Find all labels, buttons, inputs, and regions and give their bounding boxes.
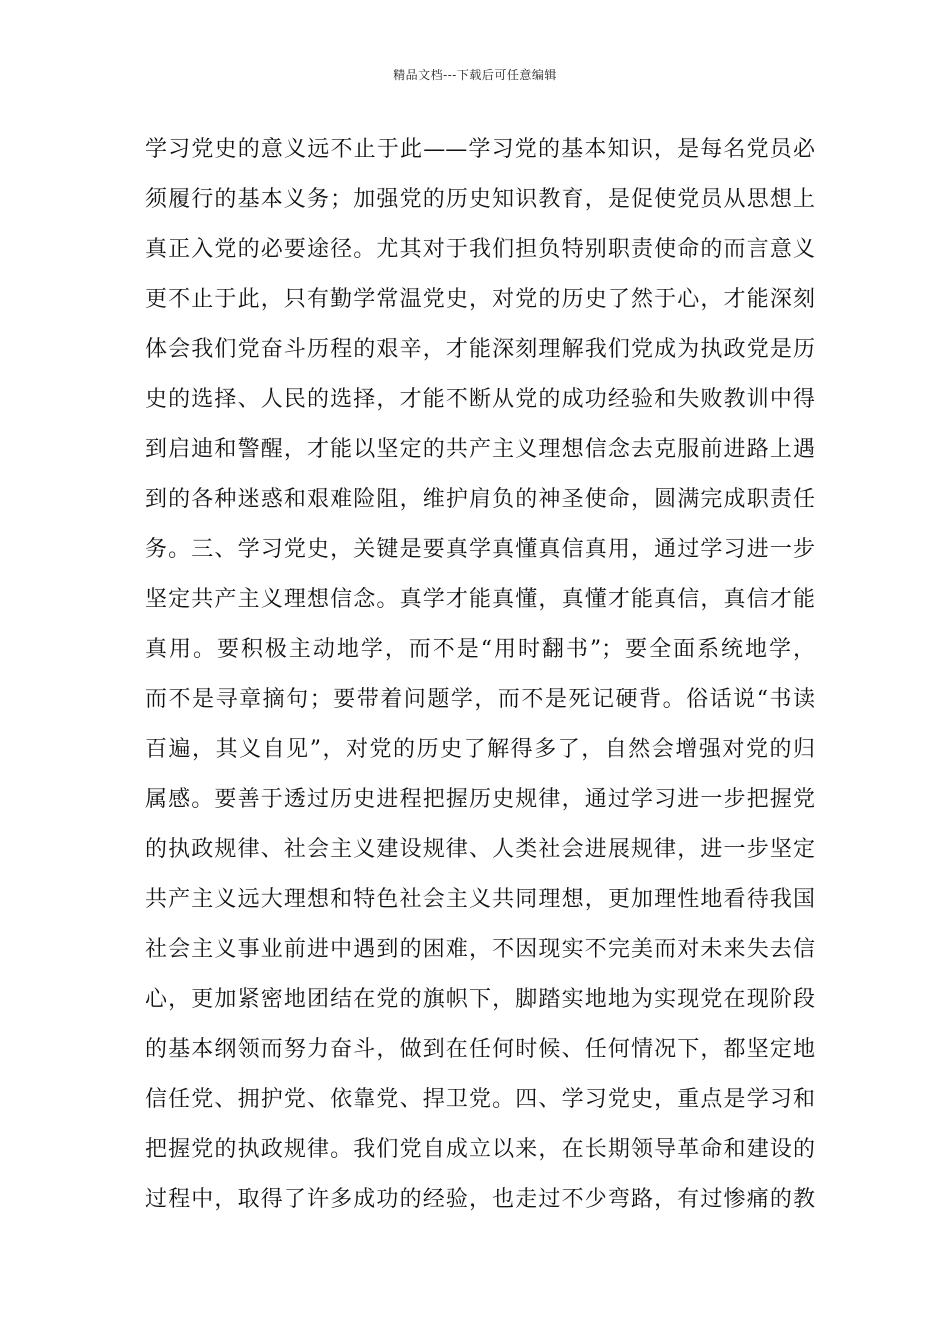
text-line: 心，更加紧密地团结在党的旗帜下，脚踏实地地为实现党在现阶段 xyxy=(145,987,815,1012)
text-line: 到启迪和警醒，才能以坚定的共产主义理想信念去克服前进路上遇 xyxy=(145,437,815,462)
text-line: 学习党史的意义远不止于此——学习党的基本知识，是每名党员必 xyxy=(145,137,815,162)
text-line: 坚定共产主义理想信念。真学才能真懂，真懂才能真信，真信才能 xyxy=(145,587,815,612)
text-line: 过程中，取得了许多成功的经验，也走过不少弯路，有过惨痛的教 xyxy=(145,1187,815,1212)
body-text xyxy=(145,125,815,1225)
text-line: 把握党的执政规律。我们党自成立以来，在长期领导革命和建设的 xyxy=(145,1137,815,1162)
text-line: 的基本纲领而努力奋斗，做到在任何时候、任何情况下，都坚定地 xyxy=(145,1037,815,1062)
text-line: 属感。要善于透过历史进程把握历史规律，通过学习进一步把握党 xyxy=(145,787,815,812)
text-line: 真正入党的必要途径。尤其对于我们担负特别职责使命的而言意义 xyxy=(145,237,815,262)
text-line: 信任党、拥护党、依靠党、捍卫党。四、学习党史，重点是学习和 xyxy=(145,1087,815,1112)
text-line: 共产主义远大理想和特色社会主义共同理想，更加理性地看待我国 xyxy=(145,887,815,912)
text-line: 务。三、学习党史，关键是要真学真懂真信真用，通过学习进一步 xyxy=(145,537,815,562)
text-line: 更不止于此，只有勤学常温党史，对党的历史了然于心，才能深刻 xyxy=(145,287,815,312)
text-line: 须履行的基本义务；加强党的历史知识教育，是促使党员从思想上 xyxy=(145,187,815,212)
text-line: 百遍，其义自见”，对党的历史了解得多了，自然会增强对党的归 xyxy=(145,737,815,762)
text-line: 史的选择、人民的选择，才能不断从党的成功经验和失败教训中得 xyxy=(145,387,815,412)
text-line: 体会我们党奋斗历程的艰辛，才能深刻理解我们党成为执政党是历 xyxy=(145,337,815,362)
text-line: 社会主义事业前进中遇到的困难，不因现实不完美而对未来失去信 xyxy=(145,937,815,962)
text-line: 的执政规律、社会主义建设规律、人类社会进展规律，进一步坚定 xyxy=(145,837,815,862)
text-line: 而不是寻章摘句；要带着问题学，而不是死记硬背。俗话说“书读 xyxy=(145,687,815,712)
text-line: 真用。要积极主动地学，而不是“用时翻书”；要全面系统地学， xyxy=(145,637,815,662)
page-header: 精品文档---下载后可任意编辑 xyxy=(393,68,557,82)
text-line: 到的各种迷惑和艰难险阻，维护肩负的神圣使命，圆满完成职责任 xyxy=(145,487,815,512)
